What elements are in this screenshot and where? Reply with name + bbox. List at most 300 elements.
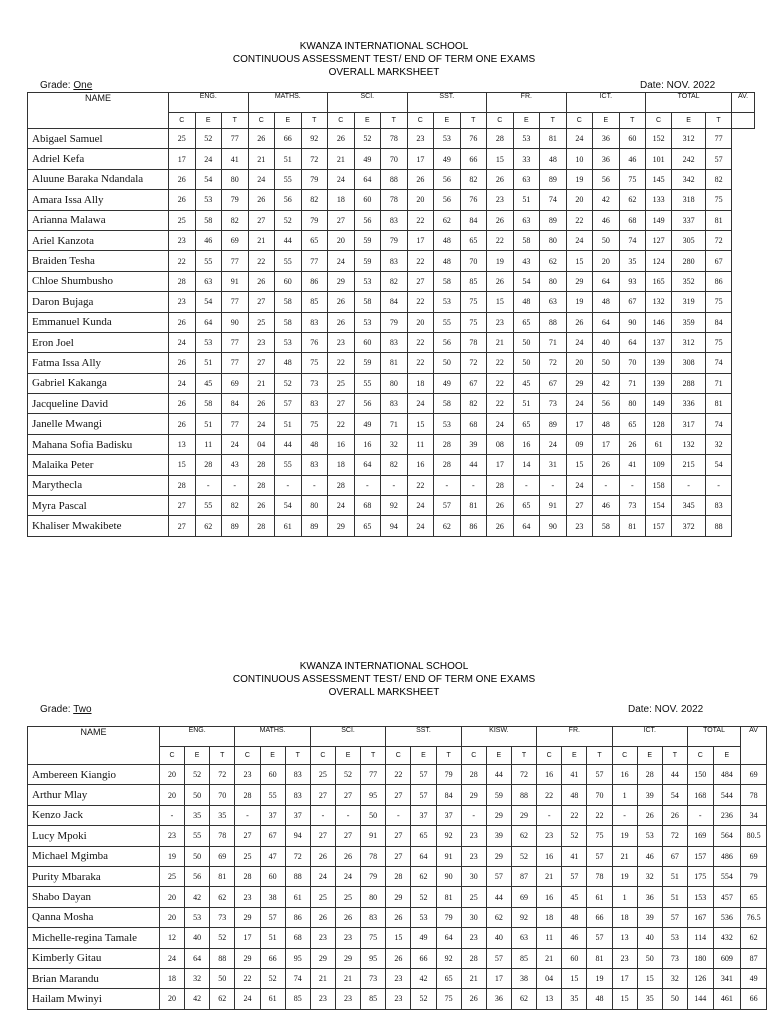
- sub-column-header: E: [185, 747, 210, 765]
- score-cell: 20: [159, 765, 184, 785]
- score-cell: 23: [487, 190, 514, 210]
- score-cell: -: [275, 475, 302, 495]
- score-cell: 82: [706, 169, 732, 189]
- score-cell: 86: [285, 907, 310, 927]
- score-cell: 65: [513, 496, 540, 516]
- score-cell: 75: [706, 190, 732, 210]
- score-cell: 21: [248, 230, 275, 250]
- score-cell: 15: [637, 968, 662, 988]
- score-cell: 82: [222, 496, 249, 516]
- score-cell: 457: [713, 887, 741, 907]
- score-cell: 54: [662, 785, 687, 805]
- score-cell: 62: [210, 989, 235, 1009]
- score-cell: 22: [407, 332, 434, 352]
- sub-column-header: C: [612, 747, 637, 765]
- score-cell: 48: [540, 149, 567, 169]
- score-cell: 69: [222, 373, 249, 393]
- score-cell: 70: [587, 785, 612, 805]
- score-cell: 59: [486, 785, 511, 805]
- score-cell: 15: [407, 414, 434, 434]
- score-cell: 09: [566, 434, 593, 454]
- score-cell: 62: [195, 516, 222, 536]
- score-cell: 19: [587, 968, 612, 988]
- table-row: [28, 989, 767, 1009]
- score-cell: 87: [511, 866, 536, 886]
- score-cell: 28: [637, 765, 662, 785]
- score-cell: 72: [460, 353, 487, 373]
- score-cell: 26: [487, 210, 514, 230]
- score-cell: 22: [386, 765, 411, 785]
- score-cell: 345: [672, 496, 706, 516]
- score-cell: 32: [185, 968, 210, 988]
- score-cell: 62: [619, 190, 646, 210]
- score-cell: 66: [275, 129, 302, 149]
- score-cell: 25: [248, 312, 275, 332]
- score-cell: 42: [185, 989, 210, 1009]
- score-cell: 544: [713, 785, 741, 805]
- score-cell: 23: [612, 948, 637, 968]
- score-cell: 55: [275, 169, 302, 189]
- sub-column-header: C: [646, 113, 672, 129]
- sub-column-header: E: [260, 747, 285, 765]
- sub-column-header: T: [285, 747, 310, 765]
- score-cell: 48: [562, 907, 587, 927]
- score-cell: 67: [460, 373, 487, 393]
- sub-column-header: T: [222, 113, 249, 129]
- score-cell: 51: [275, 149, 302, 169]
- score-cell: 20: [566, 190, 593, 210]
- score-cell: 27: [566, 496, 593, 516]
- score-cell: 24: [169, 332, 196, 352]
- sub-column-header: E: [637, 747, 662, 765]
- score-cell: 48: [434, 230, 461, 250]
- score-cell: 92: [301, 129, 328, 149]
- student-name: Daron Bujaga: [28, 292, 169, 312]
- score-cell: 62: [210, 887, 235, 907]
- table-row: [28, 866, 767, 886]
- student-name: Michelle-regina Tamale: [28, 928, 160, 948]
- score-cell: 14: [513, 455, 540, 475]
- score-cell: 65: [301, 230, 328, 250]
- score-cell: 77: [222, 353, 249, 373]
- score-cell: 32: [381, 434, 408, 454]
- score-cell: 21: [248, 373, 275, 393]
- score-cell: 56: [354, 394, 381, 414]
- score-cell: -: [461, 805, 486, 825]
- score-cell: 337: [672, 210, 706, 230]
- table-row: [28, 826, 767, 846]
- score-cell: 20: [566, 353, 593, 373]
- score-cell: -: [222, 475, 249, 495]
- subject-header: ICT.: [612, 727, 687, 747]
- score-cell: 37: [411, 805, 436, 825]
- score-cell: 319: [672, 292, 706, 312]
- score-cell: 55: [434, 312, 461, 332]
- score-cell: 64: [593, 271, 620, 291]
- score-cell: 18: [328, 190, 355, 210]
- score-cell: 26: [248, 271, 275, 291]
- score-cell: -: [301, 475, 328, 495]
- score-cell: 75: [301, 414, 328, 434]
- score-cell: 45: [195, 373, 222, 393]
- score-cell: 25: [159, 866, 184, 886]
- score-cell: 26: [487, 496, 514, 516]
- sub-column-header: C: [328, 113, 355, 129]
- score-cell: 101: [646, 149, 672, 169]
- score-cell: 52: [275, 373, 302, 393]
- score-cell: 17: [407, 230, 434, 250]
- score-cell: -: [687, 805, 713, 825]
- score-cell: 359: [672, 312, 706, 332]
- score-cell: 25: [169, 210, 196, 230]
- score-cell: 45: [562, 887, 587, 907]
- score-cell: 37: [436, 805, 461, 825]
- score-cell: 83: [285, 785, 310, 805]
- score-cell: 28: [248, 516, 275, 536]
- score-cell: 81: [436, 887, 461, 907]
- score-cell: 68: [285, 928, 310, 948]
- score-cell: 20: [159, 887, 184, 907]
- score-cell: 71: [706, 373, 732, 393]
- score-cell: 21: [335, 968, 360, 988]
- score-cell: 461: [713, 989, 741, 1009]
- score-cell: 50: [434, 353, 461, 373]
- sub-column-header: E: [195, 113, 222, 129]
- score-cell: 15: [612, 989, 637, 1009]
- score-cell: 21: [328, 149, 355, 169]
- score-cell: 18: [328, 455, 355, 475]
- score-cell: 48: [434, 251, 461, 271]
- score-cell: 28: [195, 455, 222, 475]
- score-cell: 19: [612, 866, 637, 886]
- score-cell: 29: [486, 846, 511, 866]
- score-cell: 18: [407, 373, 434, 393]
- sub-column-header: E: [562, 747, 587, 765]
- score-cell: 27: [235, 826, 260, 846]
- score-cell: 27: [407, 271, 434, 291]
- score-cell: 81: [460, 496, 487, 516]
- student-name: Arthur Mlay: [28, 785, 160, 805]
- score-cell: 29: [235, 948, 260, 968]
- score-cell: 26: [248, 496, 275, 516]
- score-cell: 15: [566, 455, 593, 475]
- score-cell: 54: [513, 271, 540, 291]
- score-cell: 15: [386, 928, 411, 948]
- score-cell: 57: [411, 765, 436, 785]
- table-row: [28, 149, 755, 169]
- score-cell: 57: [562, 866, 587, 886]
- score-cell: 85: [285, 989, 310, 1009]
- score-cell: 57: [662, 907, 687, 927]
- student-name: Janelle Mwangi: [28, 414, 169, 434]
- score-cell: 82: [460, 169, 487, 189]
- score-cell: 66: [741, 989, 767, 1009]
- score-cell: 29: [461, 785, 486, 805]
- score-cell: 26: [169, 312, 196, 332]
- score-cell: 26: [487, 516, 514, 536]
- score-cell: 24: [328, 496, 355, 516]
- sub-column-header: E: [486, 747, 511, 765]
- subject-header: KISW.: [461, 727, 536, 747]
- student-name: Qanna Mosha: [28, 907, 160, 927]
- student-name: Emmanuel Kunda: [28, 312, 169, 332]
- score-cell: 58: [513, 230, 540, 250]
- score-cell: 72: [540, 353, 567, 373]
- school-name: KWANZA INTERNATIONAL SCHOOL: [299, 41, 469, 52]
- score-cell: 57: [434, 496, 461, 516]
- marksheet-grade-one: [0, 40, 768, 92]
- score-cell: 312: [672, 129, 706, 149]
- score-cell: 64: [593, 312, 620, 332]
- score-cell: 79: [436, 765, 461, 785]
- score-cell: 55: [354, 373, 381, 393]
- student-name: Adriel Kefa: [28, 149, 169, 169]
- score-cell: 60: [354, 190, 381, 210]
- score-cell: 17: [612, 968, 637, 988]
- score-cell: 53: [185, 907, 210, 927]
- score-cell: 79: [381, 230, 408, 250]
- score-cell: 89: [222, 516, 249, 536]
- score-cell: 91: [361, 826, 386, 846]
- score-cell: 308: [672, 353, 706, 373]
- score-cell: -: [706, 475, 732, 495]
- score-cell: 11: [195, 434, 222, 454]
- score-cell: 58: [195, 394, 222, 414]
- score-cell: 57: [706, 149, 732, 169]
- score-cell: 92: [511, 907, 536, 927]
- score-cell: 60: [354, 332, 381, 352]
- score-cell: 65: [619, 414, 646, 434]
- score-cell: 91: [436, 846, 461, 866]
- sub-column-header: T: [706, 113, 732, 129]
- score-cell: 55: [195, 251, 222, 271]
- score-cell: 55: [275, 251, 302, 271]
- score-cell: 67: [619, 292, 646, 312]
- score-cell: 88: [511, 785, 536, 805]
- score-cell: 51: [195, 414, 222, 434]
- grade-label-wrap: [40, 79, 92, 92]
- score-cell: 48: [275, 353, 302, 373]
- score-cell: 36: [593, 149, 620, 169]
- score-cell: 26: [248, 394, 275, 414]
- score-cell: 21: [310, 968, 335, 988]
- total-header: TOTAL: [687, 727, 740, 747]
- score-cell: -: [593, 475, 620, 495]
- table-row: [28, 846, 767, 866]
- score-cell: 36: [486, 989, 511, 1009]
- score-cell: 53: [513, 129, 540, 149]
- score-cell: 28: [169, 271, 196, 291]
- score-cell: 25: [328, 373, 355, 393]
- score-cell: 26: [169, 414, 196, 434]
- score-cell: 81: [587, 948, 612, 968]
- score-cell: 15: [487, 149, 514, 169]
- score-cell: 66: [460, 149, 487, 169]
- score-cell: 49: [434, 149, 461, 169]
- grade-value: One: [73, 80, 93, 91]
- table-row: [28, 434, 755, 454]
- score-cell: 25: [235, 846, 260, 866]
- score-cell: 26: [662, 805, 687, 825]
- score-cell: 58: [354, 292, 381, 312]
- score-cell: 46: [195, 230, 222, 250]
- score-cell: 80: [619, 394, 646, 414]
- score-cell: 62: [434, 516, 461, 536]
- score-cell: 35: [562, 989, 587, 1009]
- score-cell: 64: [354, 169, 381, 189]
- score-cell: 27: [386, 826, 411, 846]
- exam-title: CONTINUOUS ASSESSMENT TEST/ END OF TERM ONE EXAMS: [232, 674, 536, 685]
- sheet-title: OVERALL MARKSHEET: [328, 687, 440, 698]
- score-cell: 77: [222, 292, 249, 312]
- student-name: Fatma Issa Ally: [28, 353, 169, 373]
- student-name: Arianna Malawa: [28, 210, 169, 230]
- score-cell: 28: [487, 475, 514, 495]
- score-cell: 23: [248, 332, 275, 352]
- score-cell: 75: [587, 826, 612, 846]
- score-cell: 62: [486, 907, 511, 927]
- grade-label: Grade:: [40, 80, 71, 91]
- score-cell: 21: [487, 332, 514, 352]
- score-cell: 52: [195, 129, 222, 149]
- student-name: Aluune Baraka Ndandala: [28, 169, 169, 189]
- score-cell: 65: [741, 887, 767, 907]
- score-cell: 19: [612, 826, 637, 846]
- score-cell: 22: [587, 805, 612, 825]
- score-cell: 22: [407, 251, 434, 271]
- score-cell: 26: [386, 948, 411, 968]
- score-cell: 144: [687, 989, 713, 1009]
- score-cell: 51: [513, 190, 540, 210]
- score-cell: 57: [411, 785, 436, 805]
- score-cell: 89: [540, 210, 567, 230]
- score-cell: 16: [537, 846, 562, 866]
- score-cell: 55: [260, 785, 285, 805]
- score-cell: 20: [328, 230, 355, 250]
- score-cell: 32: [637, 866, 662, 886]
- score-cell: -: [612, 805, 637, 825]
- student-name: Jacqueline David: [28, 394, 169, 414]
- score-cell: 19: [159, 846, 184, 866]
- score-cell: -: [434, 475, 461, 495]
- score-cell: 84: [706, 312, 732, 332]
- score-cell: 24: [566, 129, 593, 149]
- score-cell: 67: [662, 846, 687, 866]
- table-row: [28, 129, 755, 149]
- score-cell: 17: [235, 928, 260, 948]
- score-cell: 29: [328, 516, 355, 536]
- score-cell: 16: [537, 887, 562, 907]
- score-cell: 26: [169, 394, 196, 414]
- subject-header: FR.: [537, 727, 612, 747]
- score-cell: 53: [411, 907, 436, 927]
- score-cell: 64: [436, 928, 461, 948]
- score-cell: 26: [328, 129, 355, 149]
- score-cell: 65: [411, 826, 436, 846]
- score-cell: 75: [436, 989, 461, 1009]
- score-cell: -: [159, 805, 184, 825]
- table-row: [28, 190, 755, 210]
- score-cell: 137: [646, 332, 672, 352]
- score-cell: 27: [169, 516, 196, 536]
- score-cell: 16: [328, 434, 355, 454]
- score-cell: 24: [487, 414, 514, 434]
- grade-value: Two: [73, 704, 92, 715]
- score-cell: 67: [260, 826, 285, 846]
- score-cell: 56: [593, 394, 620, 414]
- score-cell: 53: [275, 332, 302, 352]
- score-cell: 43: [222, 455, 249, 475]
- score-cell: 82: [222, 210, 249, 230]
- score-cell: 83: [381, 210, 408, 230]
- score-cell: 79: [222, 190, 249, 210]
- score-cell: 42: [411, 968, 436, 988]
- score-cell: 95: [361, 785, 386, 805]
- score-cell: 39: [486, 826, 511, 846]
- grade-label-wrap: [40, 703, 92, 716]
- sub-column-header: E: [335, 747, 360, 765]
- student-name: Gabriel Kakanga: [28, 373, 169, 393]
- score-cell: 83: [361, 907, 386, 927]
- sub-column-header: T: [436, 747, 461, 765]
- score-cell: 76: [301, 332, 328, 352]
- score-cell: -: [195, 475, 222, 495]
- score-cell: 79: [361, 866, 386, 886]
- score-cell: 336: [672, 394, 706, 414]
- score-cell: 81: [706, 210, 732, 230]
- score-cell: 48: [593, 292, 620, 312]
- score-cell: 27: [328, 394, 355, 414]
- score-cell: 63: [511, 928, 536, 948]
- score-cell: 75: [706, 292, 732, 312]
- score-cell: 24: [407, 516, 434, 536]
- score-cell: 109: [646, 455, 672, 475]
- score-cell: 21: [612, 846, 637, 866]
- table-row: [28, 230, 755, 250]
- score-cell: 76.5: [741, 907, 767, 927]
- score-cell: 86: [706, 271, 732, 291]
- table-row: [28, 251, 755, 271]
- score-cell: 54: [706, 455, 732, 475]
- grade-label: Grade:: [40, 704, 71, 715]
- score-cell: 28: [487, 129, 514, 149]
- score-cell: 26: [487, 169, 514, 189]
- score-cell: 23: [169, 230, 196, 250]
- sub-column-header: C: [310, 747, 335, 765]
- score-cell: 73: [619, 496, 646, 516]
- score-cell: 77: [222, 414, 249, 434]
- score-cell: 22: [487, 353, 514, 373]
- student-name: Lucy Mpoki: [28, 826, 160, 846]
- subject-header: SCI.: [310, 727, 385, 747]
- score-cell: 30: [461, 907, 486, 927]
- score-cell: 48: [562, 785, 587, 805]
- score-cell: 11: [537, 928, 562, 948]
- sub-column-header: T: [301, 113, 328, 129]
- score-cell: 84: [222, 394, 249, 414]
- subject-header: ENG.: [159, 727, 234, 747]
- score-cell: 23: [461, 928, 486, 948]
- table-row: [28, 312, 755, 332]
- score-cell: 16: [537, 765, 562, 785]
- sub-column-header: T: [662, 747, 687, 765]
- table-row: [28, 907, 767, 927]
- student-name: Hailam Mwinyi: [28, 989, 160, 1009]
- score-cell: 486: [713, 846, 741, 866]
- score-cell: 1: [612, 785, 637, 805]
- score-cell: 318: [672, 190, 706, 210]
- table-row: [28, 805, 767, 825]
